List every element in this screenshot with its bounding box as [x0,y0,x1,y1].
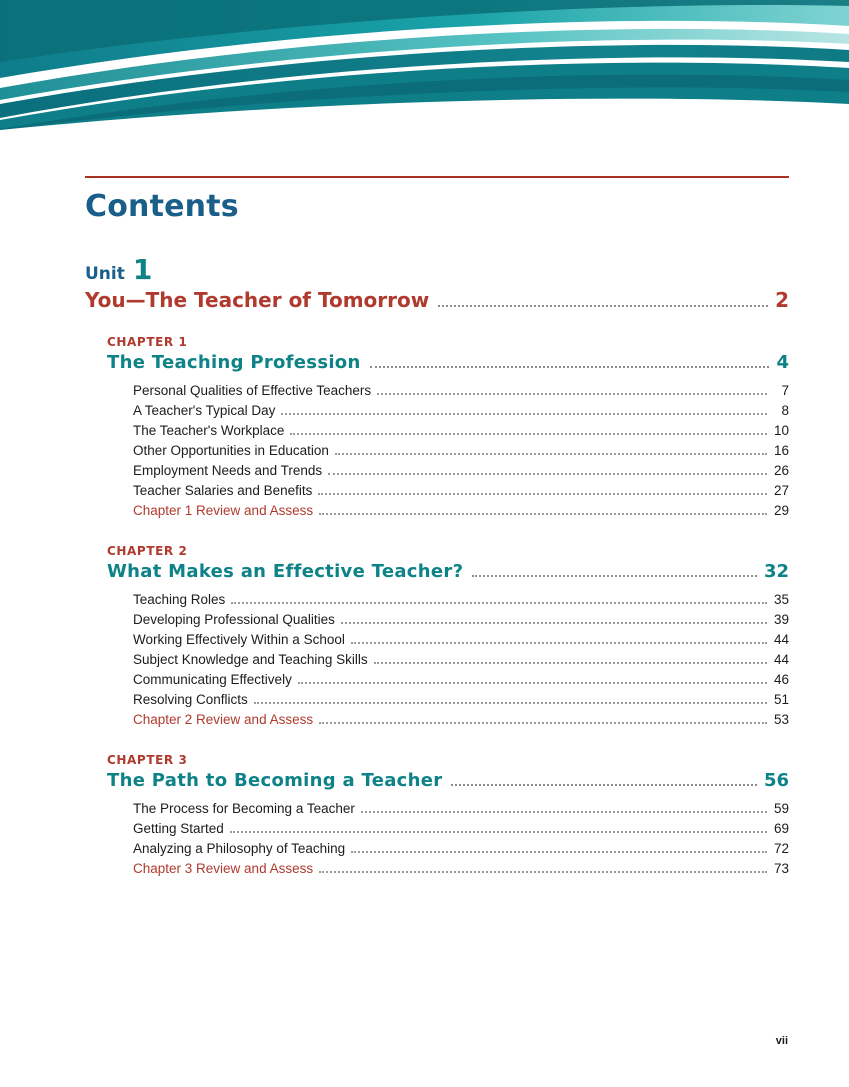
toc-section-row[interactable] [133,672,789,688]
leader-dots [361,810,767,813]
toc-section-row[interactable] [133,423,789,439]
toc-review-row[interactable] [133,861,789,877]
section-title: Personal Qualities of Effective Teachers [133,383,372,398]
section-page-number: 53 [773,712,789,727]
chapter-title: The Path to Becoming a Teacher [107,770,443,791]
section-page-number: 16 [773,443,789,458]
section-title: Resolving Conflicts [133,692,248,707]
section-page-number: 27 [773,483,789,498]
unit-entry[interactable] [85,288,789,313]
section-title: A Teacher's Typical Day [133,403,276,418]
leader-dots [318,492,767,495]
section-title: Chapter 3 Review and Assess [133,861,314,876]
section-page-number: 7 [781,383,789,398]
leader-dots [341,621,767,624]
section-title: Other Opportunities in Education [133,443,329,458]
section-page-number: 39 [773,612,789,627]
section-title: Developing Professional Qualities [133,612,335,627]
toc-section-row[interactable] [133,841,789,857]
section-page-number: 44 [773,652,789,667]
leader-dots [451,783,757,786]
section-page-number: 35 [773,592,789,607]
leader-dots [472,574,757,577]
section-title: Subject Knowledge and Teaching Skills [133,652,368,667]
unit-title: You—The Teacher of Tomorrow [85,288,430,312]
toc-section-row[interactable] [133,801,789,817]
chapter-label: CHAPTER 2 [107,544,188,558]
chapter-entry[interactable] [107,770,789,791]
leader-dots [290,432,767,435]
section-title: Teaching Roles [133,592,226,607]
section-page-number: 10 [773,423,789,438]
title-divider [85,176,789,178]
toc-section-row[interactable] [133,483,789,499]
section-page-number: 8 [781,403,789,418]
section-title: The Process for Becoming a Teacher [133,801,355,816]
section-page-number: 26 [773,463,789,478]
toc-section-row[interactable] [133,612,789,628]
section-page-number: 59 [773,801,789,816]
leader-dots [230,830,767,833]
leader-dots [254,701,767,704]
section-title: Getting Started [133,821,224,836]
toc-section-row[interactable] [133,463,789,479]
chapter-block [85,335,789,519]
toc-section-row[interactable] [133,821,789,837]
toc-section-row[interactable] [133,443,789,459]
leader-dots [377,392,767,395]
toc-content [85,176,789,902]
leader-dots [319,721,767,724]
unit-label: Unit [85,264,125,284]
leader-dots [231,601,767,604]
leader-dots [298,681,767,684]
chapter-label: CHAPTER 3 [107,753,188,767]
chapter-page-number: 4 [776,352,789,373]
page-folio: vii [775,1035,788,1047]
toc-section-row[interactable] [133,383,789,399]
leader-dots [438,304,768,307]
toc-section-row[interactable] [133,632,789,648]
section-page-number: 72 [773,841,789,856]
leader-dots [328,472,767,475]
section-page-number: 46 [773,672,789,687]
section-title: Communicating Effectively [133,672,292,687]
unit-heading [85,253,789,313]
chapter-entry[interactable] [107,561,789,582]
section-title: Chapter 2 Review and Assess [133,712,314,727]
unit-number: 1 [132,253,153,286]
unit-page-number: 2 [775,288,789,312]
leader-dots [319,512,767,515]
chapter-entry[interactable] [107,352,789,373]
leader-dots [370,365,770,368]
page-title: Contents [85,189,239,224]
chapter-block [85,753,789,877]
section-title: Employment Needs and Trends [133,463,323,478]
chapter-block [85,544,789,728]
toc-section-row[interactable] [133,652,789,668]
toc-section-row[interactable] [133,692,789,708]
section-title: The Teacher's Workplace [133,423,285,438]
leader-dots [374,661,767,664]
leader-dots [351,850,767,853]
section-title: Working Effectively Within a School [133,632,345,647]
section-page-number: 44 [773,632,789,647]
toc-review-row[interactable] [133,503,789,519]
header-decorative-art [0,0,849,130]
leader-dots [319,870,767,873]
chapter-page-number: 32 [763,561,789,582]
section-title: Chapter 1 Review and Assess [133,503,314,518]
chapter-title: The Teaching Profession [107,352,361,373]
leader-dots [351,641,767,644]
chapter-page-number: 56 [763,770,789,791]
section-title: Teacher Salaries and Benefits [133,483,313,498]
section-title: Analyzing a Philosophy of Teaching [133,841,346,856]
section-page-number: 69 [773,821,789,836]
leader-dots [281,412,767,415]
chapter-label: CHAPTER 1 [107,335,188,349]
section-page-number: 29 [773,503,789,518]
section-page-number: 51 [773,692,789,707]
chapter-title: What Makes an Effective Teacher? [107,561,464,582]
toc-review-row[interactable] [133,712,789,728]
section-page-number: 73 [773,861,789,876]
toc-section-row[interactable] [133,403,789,419]
leader-dots [335,452,767,455]
toc-section-row[interactable] [133,592,789,608]
